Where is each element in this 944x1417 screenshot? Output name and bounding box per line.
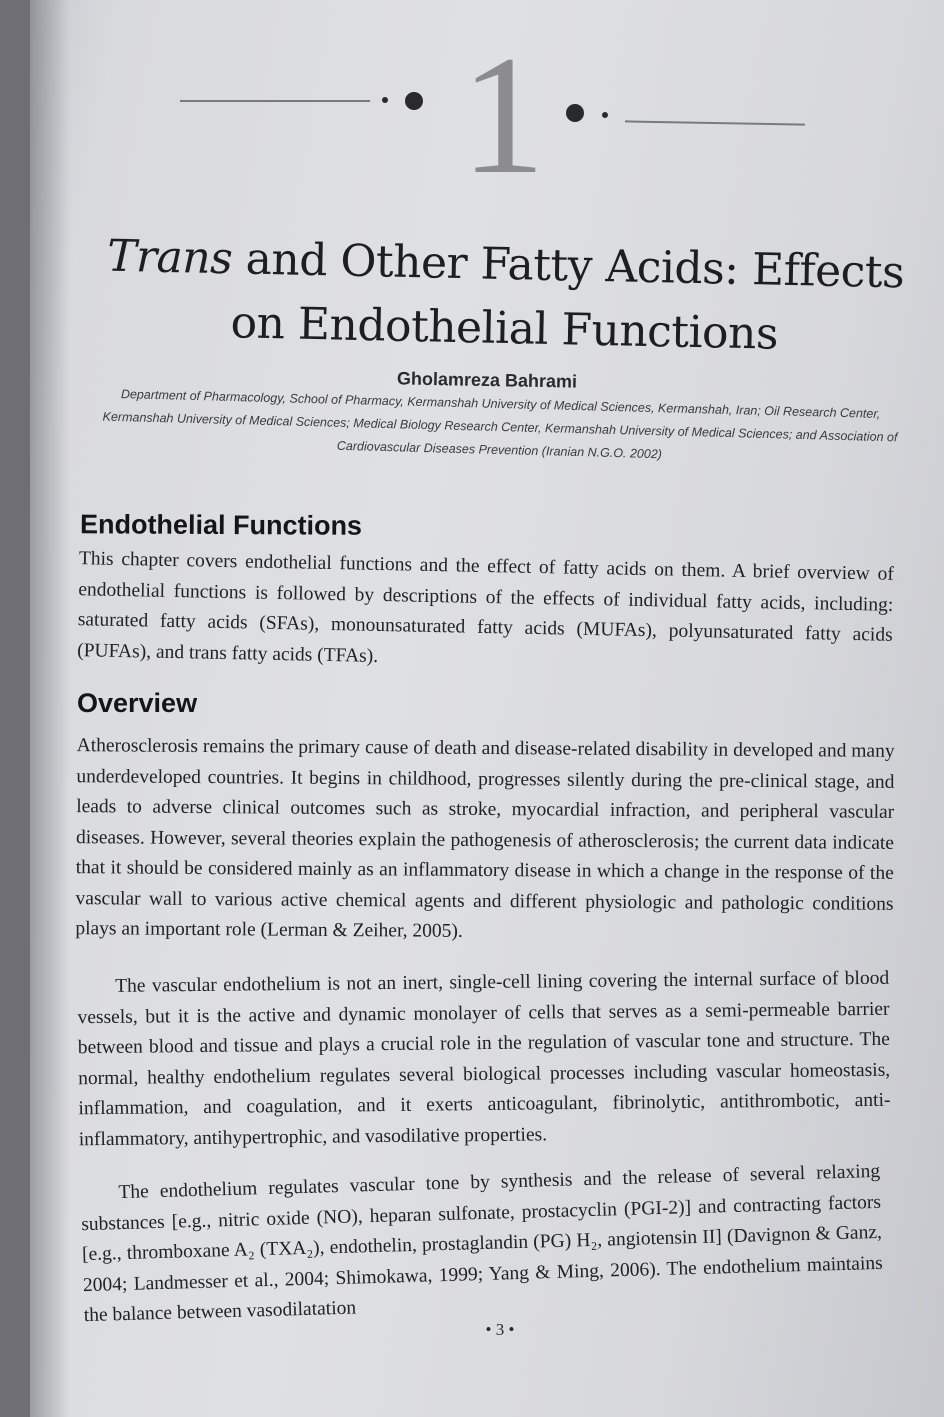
section-paragraph: The endothelium regulates vascular tone by synthesis and the release of several relaxing substances [e.g., nitric oxide (NO), heparan sulfonate, prostacyclin (PGI-2)] and contracting factors [e.g., thromboxane A₂ (TXA₂), endothelin, prostaglandin (PG) H₂, angiotensin II] (Davignon & Ganz, 2004; Landmesser et al., 2004; Shimokawa, 1999; Yang & Ming, 2006). The endothelium maintains the balance between vasodilatation (80, 1160, 883, 1327)
section-paragraph: This chapter covers endothelial functions and the effect of fatty acids on them. A brief overview of endothelial functions is followed by descriptions of the effects of individual fatty acids, including: saturated fatty acids (SFAs), monounsaturated fatty acids (MUFAs), polyunsaturated fatty acids (PUFAs), and trans fatty acids (TFAs). (77, 548, 895, 667)
chapter-ornament (30, 21, 944, 209)
chapter-title-line1: and Other Fatty Acids: Effects (231, 233, 905, 299)
chapter-title (89, 224, 921, 369)
ornament-dot-large-right (566, 104, 584, 122)
page-number: • 3 • (485, 1320, 515, 1339)
section-heading-endothelial-functions: Endothelial Functions (79, 509, 363, 541)
chapter-title-italic: Trans (106, 230, 233, 285)
ornament-rule-right (625, 120, 805, 125)
section-heading-overview: Overview (77, 688, 198, 718)
section-paragraph: Atherosclerosis remains the primary cause of death and disease-related disability in developed and many underdeveloped countries. It begins in childhood, progresses silently during the pre-clinical stage, and leads to adverse clinical outcomes such as stroke, myocardial infraction, and peripheral vascular diseases. However, several theories explain the pathogenesis of atherosclerosis; the current data indicate that it should be considered mainly as an inflammatory disease in which a change in the response of the vascular wall to various active chemical agents and different physiologic and pathologic conditions plays an important role (Lerman & Zeiher, 2005). (75, 735, 895, 942)
book-page (30, 0, 944, 1417)
ornament-dot-large-left (405, 92, 423, 110)
ornament-dot-small-left (382, 97, 388, 103)
author-name: Gholamreza Bahrami (396, 368, 578, 392)
ornament-dot-small-right (602, 112, 608, 118)
ornament-rule-left (180, 100, 370, 102)
page-gutter-shadow (30, 0, 70, 1417)
author-affiliation: Department of Pharmacology, School of Pharmacy, Kermanshah University of Medical Sciences, Kermanshah, Iran; Oil Research Center, Kermanshah University of Medical Sciences; Medical Biology Research Center, Kermanshah University of Medical Sciences; and Association of Cardiovascular Diseases Prevention (Iranian N.G.O. 2002) (102, 387, 898, 462)
chapter-title-line2: on Endothelial Functions (230, 297, 779, 360)
section-paragraph: The vascular endothelium is not an inert, single-cell lining covering the internal surface of blood vessels, but it is the active and dynamic monolayer of cells that serves as a semi-permeable barrier between blood and tissue and plays a crucial role in the regulation of vascular tone and structure. The normal, healthy endothelium regulates several biological processes including vascular homeostasis, inflammation, and coagulation, and it exerts anticoagulant, fibrinolytic, antithrombotic, anti-inflammatory, antihypertrophic, and vasodilative properties. (77, 967, 891, 1150)
chapter-number: 1 (460, 21, 546, 209)
